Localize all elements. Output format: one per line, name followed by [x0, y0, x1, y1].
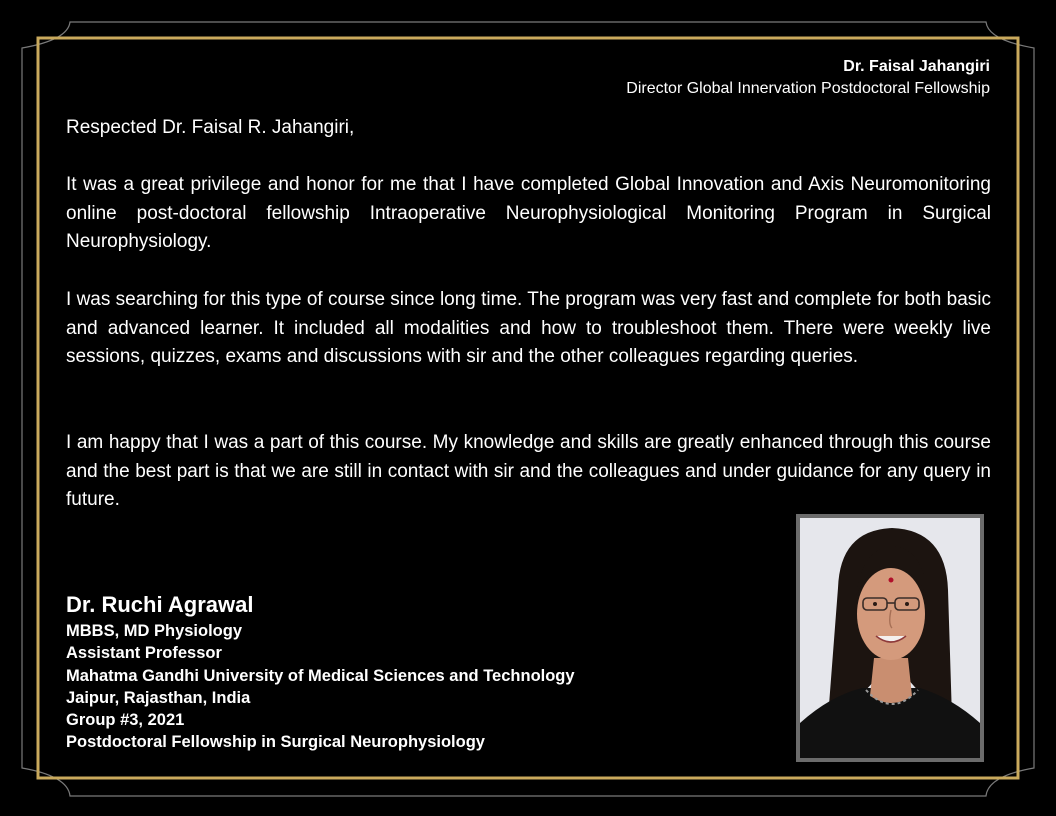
- signatory-program: Postdoctoral Fellowship in Surgical Neurophysiology: [66, 733, 485, 752]
- recipient-title: Director Global Innervation Postdoctoral Fellowship: [626, 80, 990, 97]
- signatory-institution: Mahatma Gandhi University of Medical Sciences and Technology: [66, 666, 575, 685]
- letter-header: [626, 56, 990, 100]
- portrait-photo: [796, 514, 984, 762]
- letter-paragraph: It was a great privilege and honor for me that I have completed Global Innovation and Axis Neuromonitoring online post-doctoral fellowship Intraoperative Neurophysiological Monitoring Program in Surgical Neurophysiology.: [66, 174, 991, 253]
- signatory-name: Dr. Ruchi Agrawal: [66, 592, 254, 617]
- signatory-degree: MBBS, MD Physiology: [66, 622, 243, 640]
- letter-paragraph: I was searching for this type of course since long time. The program was very fast and complete for both basic and advanced learner. It included all modalities and how to troubleshoot them. There were weekly live sessions, quizzes, exams and discussions with sir and the other colleagues regarding queries.: [66, 289, 991, 368]
- signatory-group: Group #3, 2021: [66, 711, 185, 730]
- portrait-illustration: [800, 518, 980, 758]
- letter-greeting: Respected Dr. Faisal R. Jahangiri,: [66, 117, 355, 138]
- recipient-name: Dr. Faisal Jahangiri: [843, 58, 990, 75]
- signatory-location: Jaipur, Rajasthan, India: [66, 688, 251, 707]
- letter-paragraph: I am happy that I was a part of this course. My knowledge and skills are greatly enhanced through this course and the best part is that we are still in contact with sir and the colleagues and under guidance for any query in future.: [66, 432, 991, 511]
- signatory-position: Assistant Professor: [66, 644, 222, 663]
- signature-block: [66, 590, 575, 754]
